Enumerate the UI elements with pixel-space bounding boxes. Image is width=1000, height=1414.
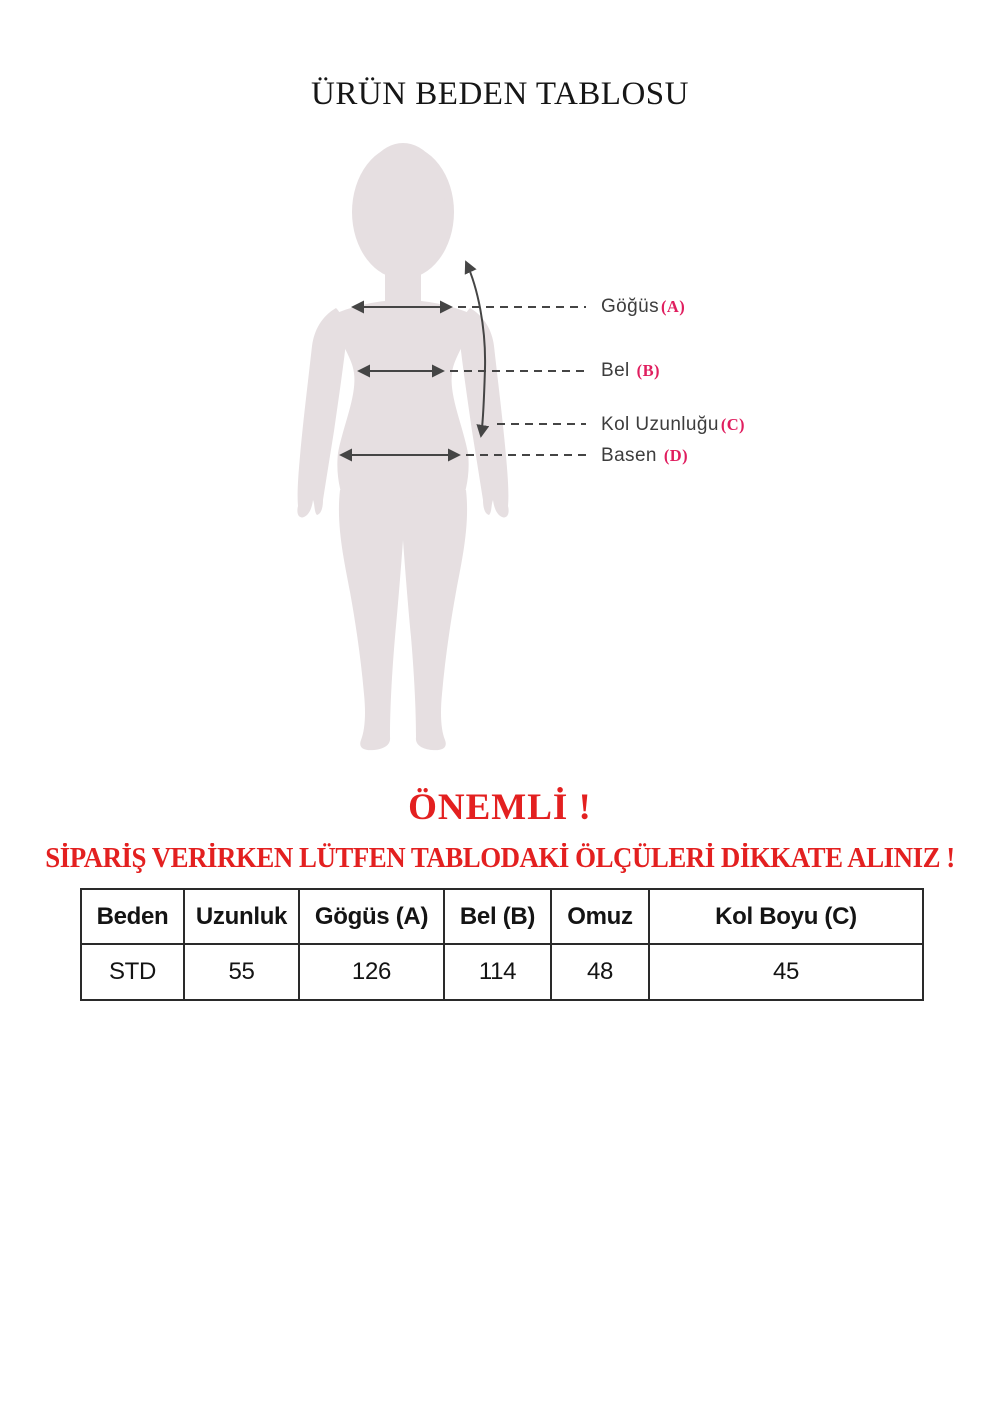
silhouette-torso (334, 300, 472, 520)
silhouette-head (361, 143, 445, 257)
measure-label-bel (601, 360, 660, 382)
header-gogus: Gögüs (A) (299, 889, 444, 944)
size-table-header-row (81, 889, 923, 944)
header-uzunluk: Uzunluk (184, 889, 299, 944)
silhouette-right-leg (403, 490, 467, 750)
table-row (81, 944, 923, 1000)
measure-label-gogus-text: Göğüs (601, 296, 659, 317)
measure-label-gogus (601, 296, 685, 318)
body-silhouette (297, 143, 508, 750)
measure-label-kol-code: (C) (720, 415, 745, 434)
important-heading: ÖNEMLİ ! (408, 787, 592, 828)
measure-label-kol (601, 414, 745, 436)
header-beden: Beden (81, 889, 184, 944)
header-bel: Bel (B) (444, 889, 551, 944)
measure-label-basen-text: Basen (601, 445, 657, 466)
page-title: ÜRÜN BEDEN TABLOSU (311, 76, 689, 112)
cell-kol-boyu: 45 (649, 944, 923, 1000)
silhouette-left-leg (339, 490, 403, 750)
cell-bel: 114 (444, 944, 551, 1000)
cell-beden: STD (81, 944, 184, 1000)
measure-label-kol-text: Kol Uzunluğu (601, 414, 719, 435)
measure-label-basen-code: (D) (663, 446, 688, 465)
measure-label-bel-text: Bel (601, 360, 630, 381)
header-kol-boyu: Kol Boyu (C) (649, 889, 923, 944)
size-table (80, 888, 924, 1001)
measure-label-gogus-code: (A) (660, 297, 686, 316)
cell-omuz: 48 (551, 944, 649, 1000)
silhouette-neck (385, 252, 421, 304)
warning-text: SİPARİŞ VERİRKEN LÜTFEN TABLODAKİ ÖLÇÜLERİ DİKKATE ALINIZ ! (45, 843, 955, 874)
silhouette-left-arm (297, 308, 345, 517)
measure-label-basen (601, 445, 688, 467)
cell-uzunluk: 55 (184, 944, 299, 1000)
measure-label-bel-code: (B) (636, 361, 660, 380)
cell-gogus: 126 (299, 944, 444, 1000)
header-omuz: Omuz (551, 889, 649, 944)
